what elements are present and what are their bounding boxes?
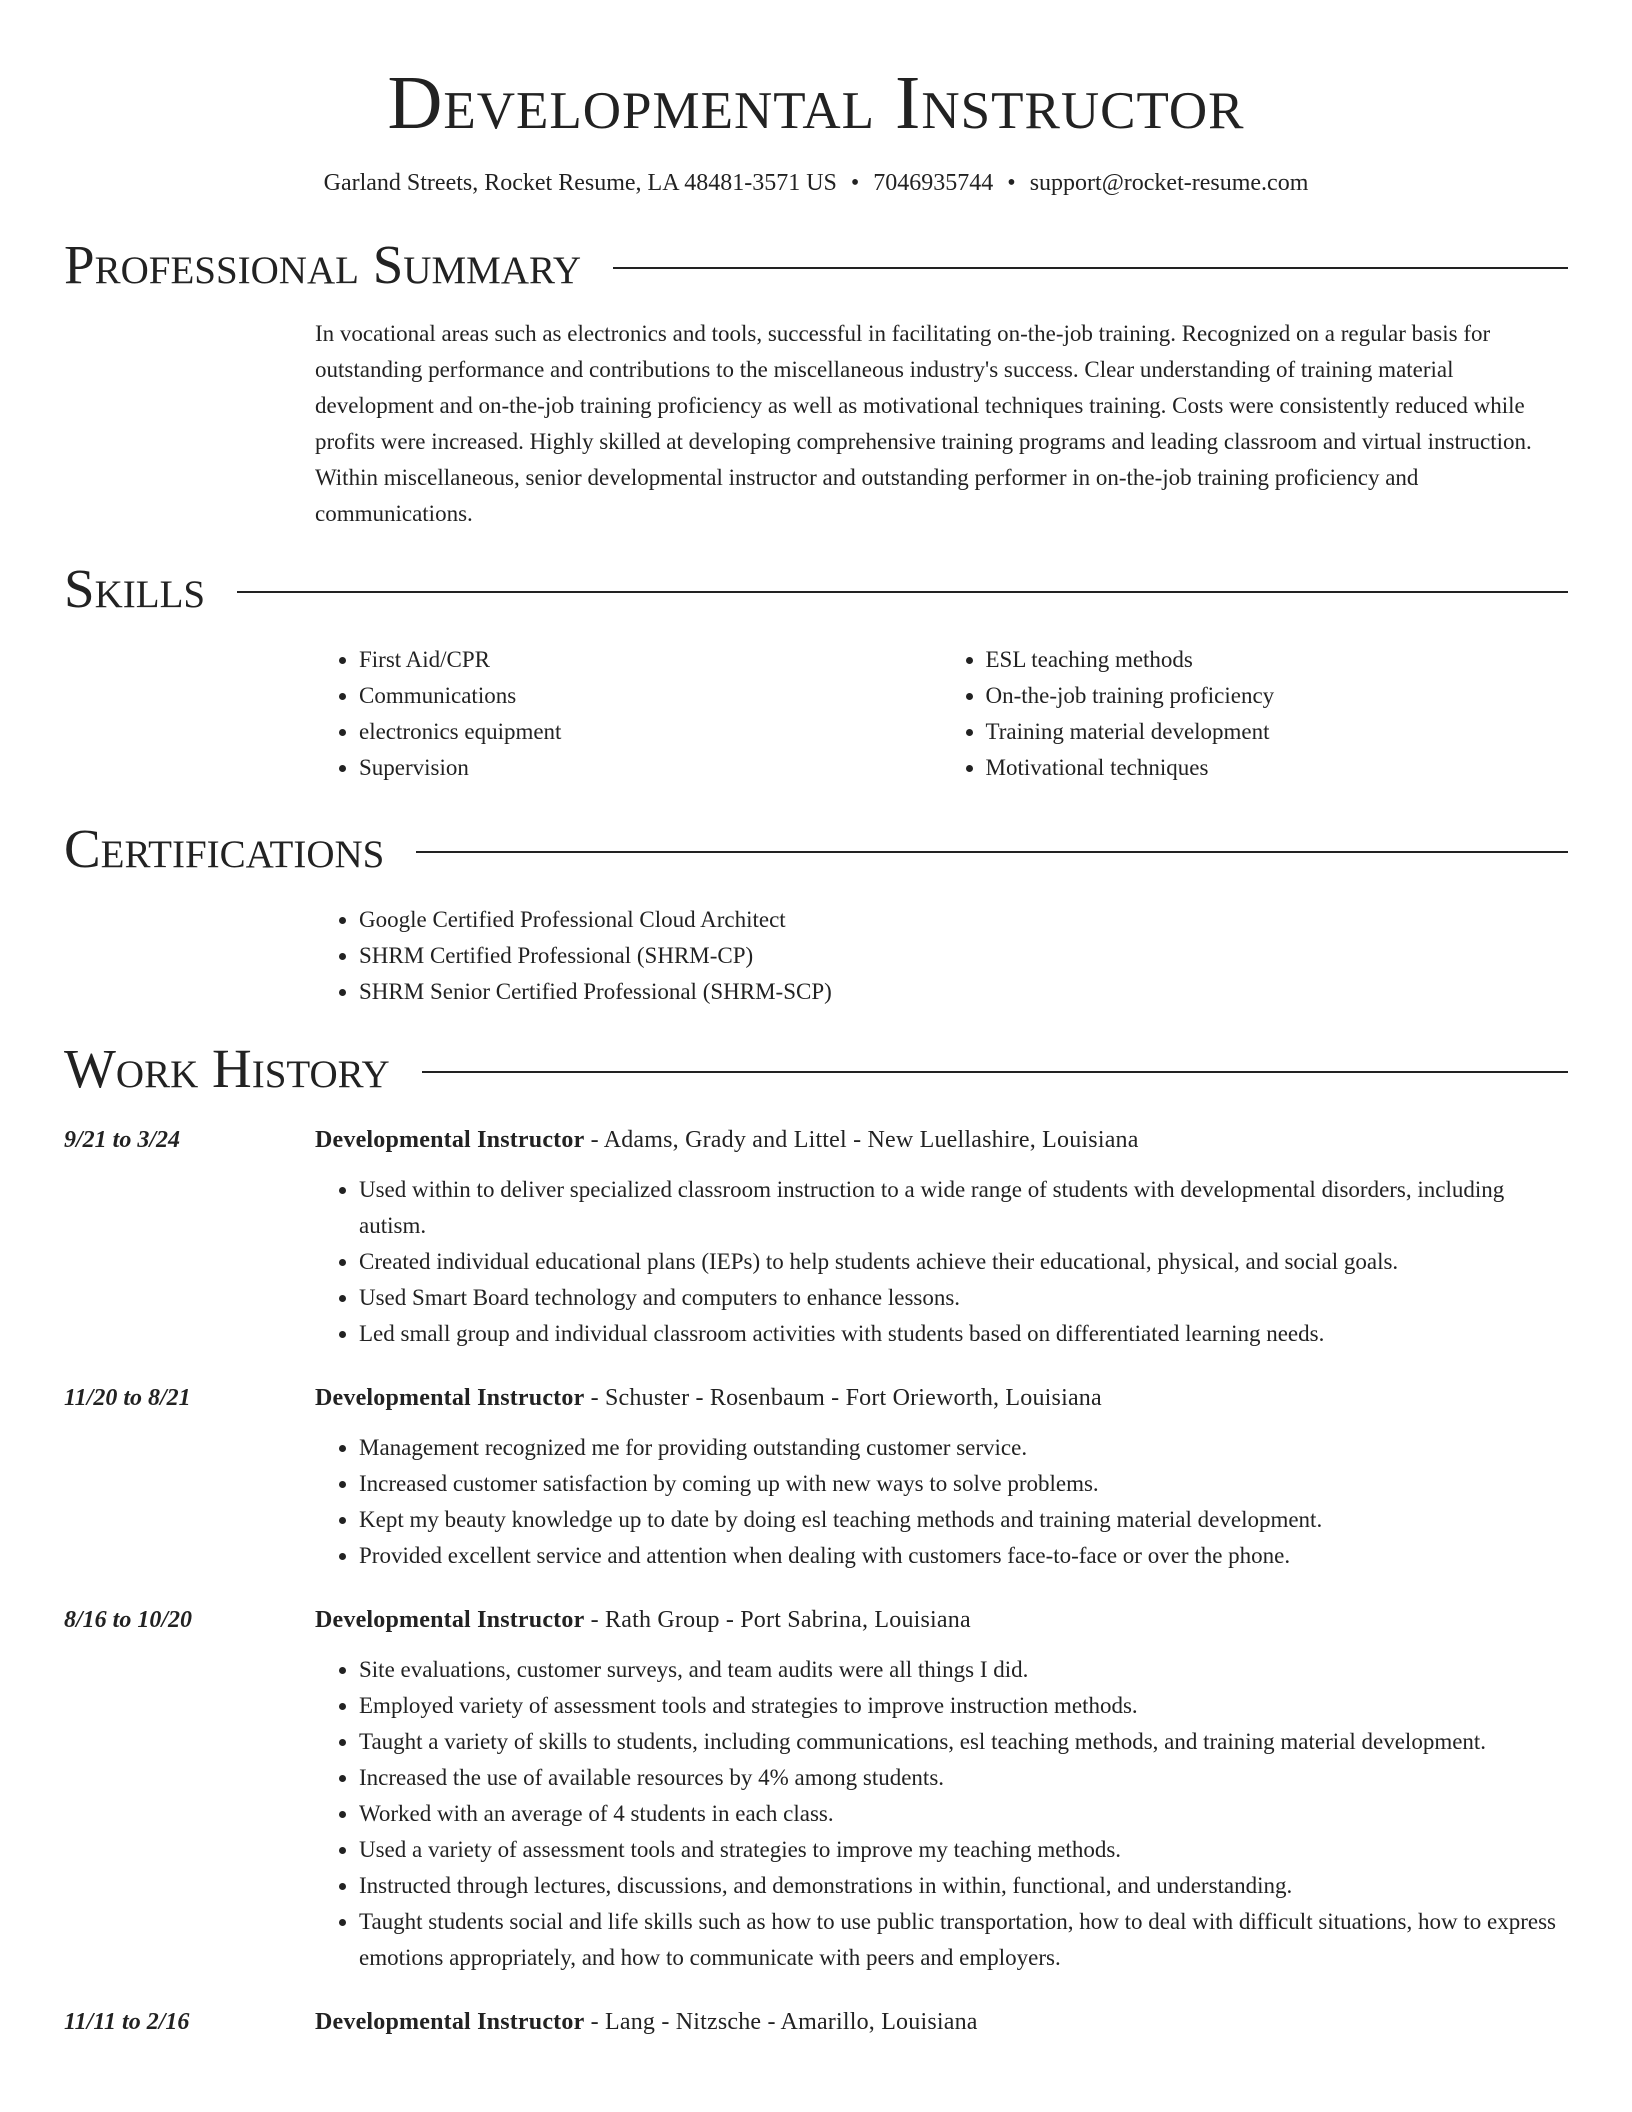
skill-item: • electronics equipment [359,714,942,750]
certifications-list [315,902,1568,1010]
skill-item: • First Aid/CPR [359,642,942,678]
job-bullet: • Provided excellent service and attention when dealing with customers face-to-face or over the phone. [359,1538,1568,1574]
job-bullet: • Used Smart Board technology and computers to enhance lessons. [359,1280,1568,1316]
job-title-line [315,1380,1568,1416]
job-bullet: • Created individual educational plans (IEPs) to help students achieve their educational, physical, and social goals. [359,1244,1568,1280]
contact-separator: • [850,170,860,196]
skills-heading: Skills [64,558,206,619]
section-divider [416,851,1568,853]
resume-page [64,0,1568,2040]
skill-item: • Communications [359,678,942,714]
job-bullet: • Used within to deliver specialized classroom instruction to a wide range of students with developmental disorders, including autism. [359,1172,1568,1244]
section-divider [613,267,1568,269]
skills-column-left [315,642,942,786]
job-bullet: • Kept my beauty knowledge up to date by doing esl teaching methods and training material development. [359,1502,1568,1538]
job-bullets [315,1652,1568,1976]
job-title: Developmental Instructor [315,1127,585,1153]
job-dates: 8/16 to 10/20 [64,1607,193,1633]
job-bullets [315,1172,1568,1352]
work-history-section-header [64,1038,1568,1100]
job-bullet: • Management recognized me for providing outstanding customer service. [359,1430,1568,1466]
job-entry [64,2004,1568,2040]
job-bullet: • Used a variety of assessment tools and strategies to improve my teaching methods. [359,1832,1568,1868]
job-employer: - Schuster - Rosenbaum - Fort Orieworth, Louisiana [584,1385,1102,1411]
job-entry [64,1602,1568,1976]
job-bullet: • Worked with an average of 4 students in each class. [359,1796,1568,1832]
job-title: Developmental Instructor [315,2009,585,2035]
job-bullet: • Increased the use of available resources by 4% among students. [359,1760,1568,1796]
skill-item: • Supervision [359,750,942,786]
job-bullet: • Led small group and individual classroom activities with students based on differentiated learning needs. [359,1316,1568,1352]
contact-phone: 7046935744 [873,170,994,196]
resume-name: Developmental Instructor [387,61,1245,145]
skill-item: • Training material development [986,714,1569,750]
contact-line [64,168,1568,198]
contact-separator: • [1007,170,1016,196]
job-bullet: • Instructed through lectures, discussions, and demonstrations in within, functional, and understanding. [359,1868,1568,1904]
job-title-line [315,1122,1568,1158]
skills-section-header [64,558,1568,620]
job-bullet: • Increased customer satisfaction by coming up with new ways to solve problems. [359,1466,1568,1502]
certifications-section-header [64,818,1568,880]
job-bullets [315,1430,1568,1574]
job-title-line [315,2004,1568,2040]
job-dates: 11/20 to 8/21 [64,1385,191,1411]
job-employer: - Adams, Grady and Littel - New Luellashire, Louisiana [584,1127,1139,1153]
skill-item: • On-the-job training proficiency [986,678,1569,714]
contact-email[interactable]: support@rocket-resume.com [1029,170,1309,196]
section-divider [422,1071,1568,1073]
skills-list [315,642,1568,786]
job-bullet: • Site evaluations, customer surveys, and team audits were all things I did. [359,1652,1568,1688]
job-title: Developmental Instructor [315,1607,585,1633]
section-divider [237,591,1568,593]
job-dates: 9/21 to 3/24 [64,1127,181,1153]
job-entry [64,1122,1568,1352]
summary-section-header [64,234,1568,296]
job-employer: - Lang - Nitzsche - Amarillo, Louisiana [584,2009,978,2035]
summary-text: In vocational areas such as electronics and tools, successful in facilitating on-the-job training. Recognized on a regular basis for outstanding performance and contributions to the miscellaneous industry's success. Clear understanding of training material development and on-the-job training proficiency as well as motivational techniques training. Costs were consistently reduced while profits were increased. Highly skilled at developing comprehensive training programs and leading classroom and virtual instruction. Within miscellaneous, senior developmental instructor and outstanding performer in on-the-job training proficiency and communications. [315,321,1532,526]
job-bullet: • Employed variety of assessment tools and strategies to improve instruction methods. [359,1688,1568,1724]
skill-item: • Motivational techniques [986,750,1569,786]
job-title-line [315,1602,1568,1638]
job-bullet: • Taught a variety of skills to students, including communications, esl teaching methods, and training material development. [359,1724,1568,1760]
job-title: Developmental Instructor [315,1385,585,1411]
summary-heading: Professional Summary [64,234,582,295]
skills-column-right [942,642,1569,786]
job-entry [64,1380,1568,1574]
skill-item: • ESL teaching methods [986,642,1569,678]
work-history-list [64,1122,1568,2040]
certification-item: • Google Certified Professional Cloud Architect [359,902,1568,938]
certifications-heading: Certifications [64,818,385,879]
job-dates: 11/11 to 2/16 [64,2009,190,2035]
job-bullet: • Taught students social and life skills such as how to use public transportation, how to deal with difficult situations, how to express emotions appropriately, and how to communicate with peers and employers. [359,1904,1568,1976]
certification-item: • SHRM Senior Certified Professional (SHRM-SCP) [359,974,1568,1010]
job-employer: - Rath Group - Port Sabrina, Louisiana [584,1607,971,1633]
contact-address: Garland Streets, Rocket Resume, LA 48481-3571 US [323,170,837,196]
certification-item: • SHRM Certified Professional (SHRM-CP) [359,938,1568,974]
work-history-heading: Work History [64,1038,390,1099]
